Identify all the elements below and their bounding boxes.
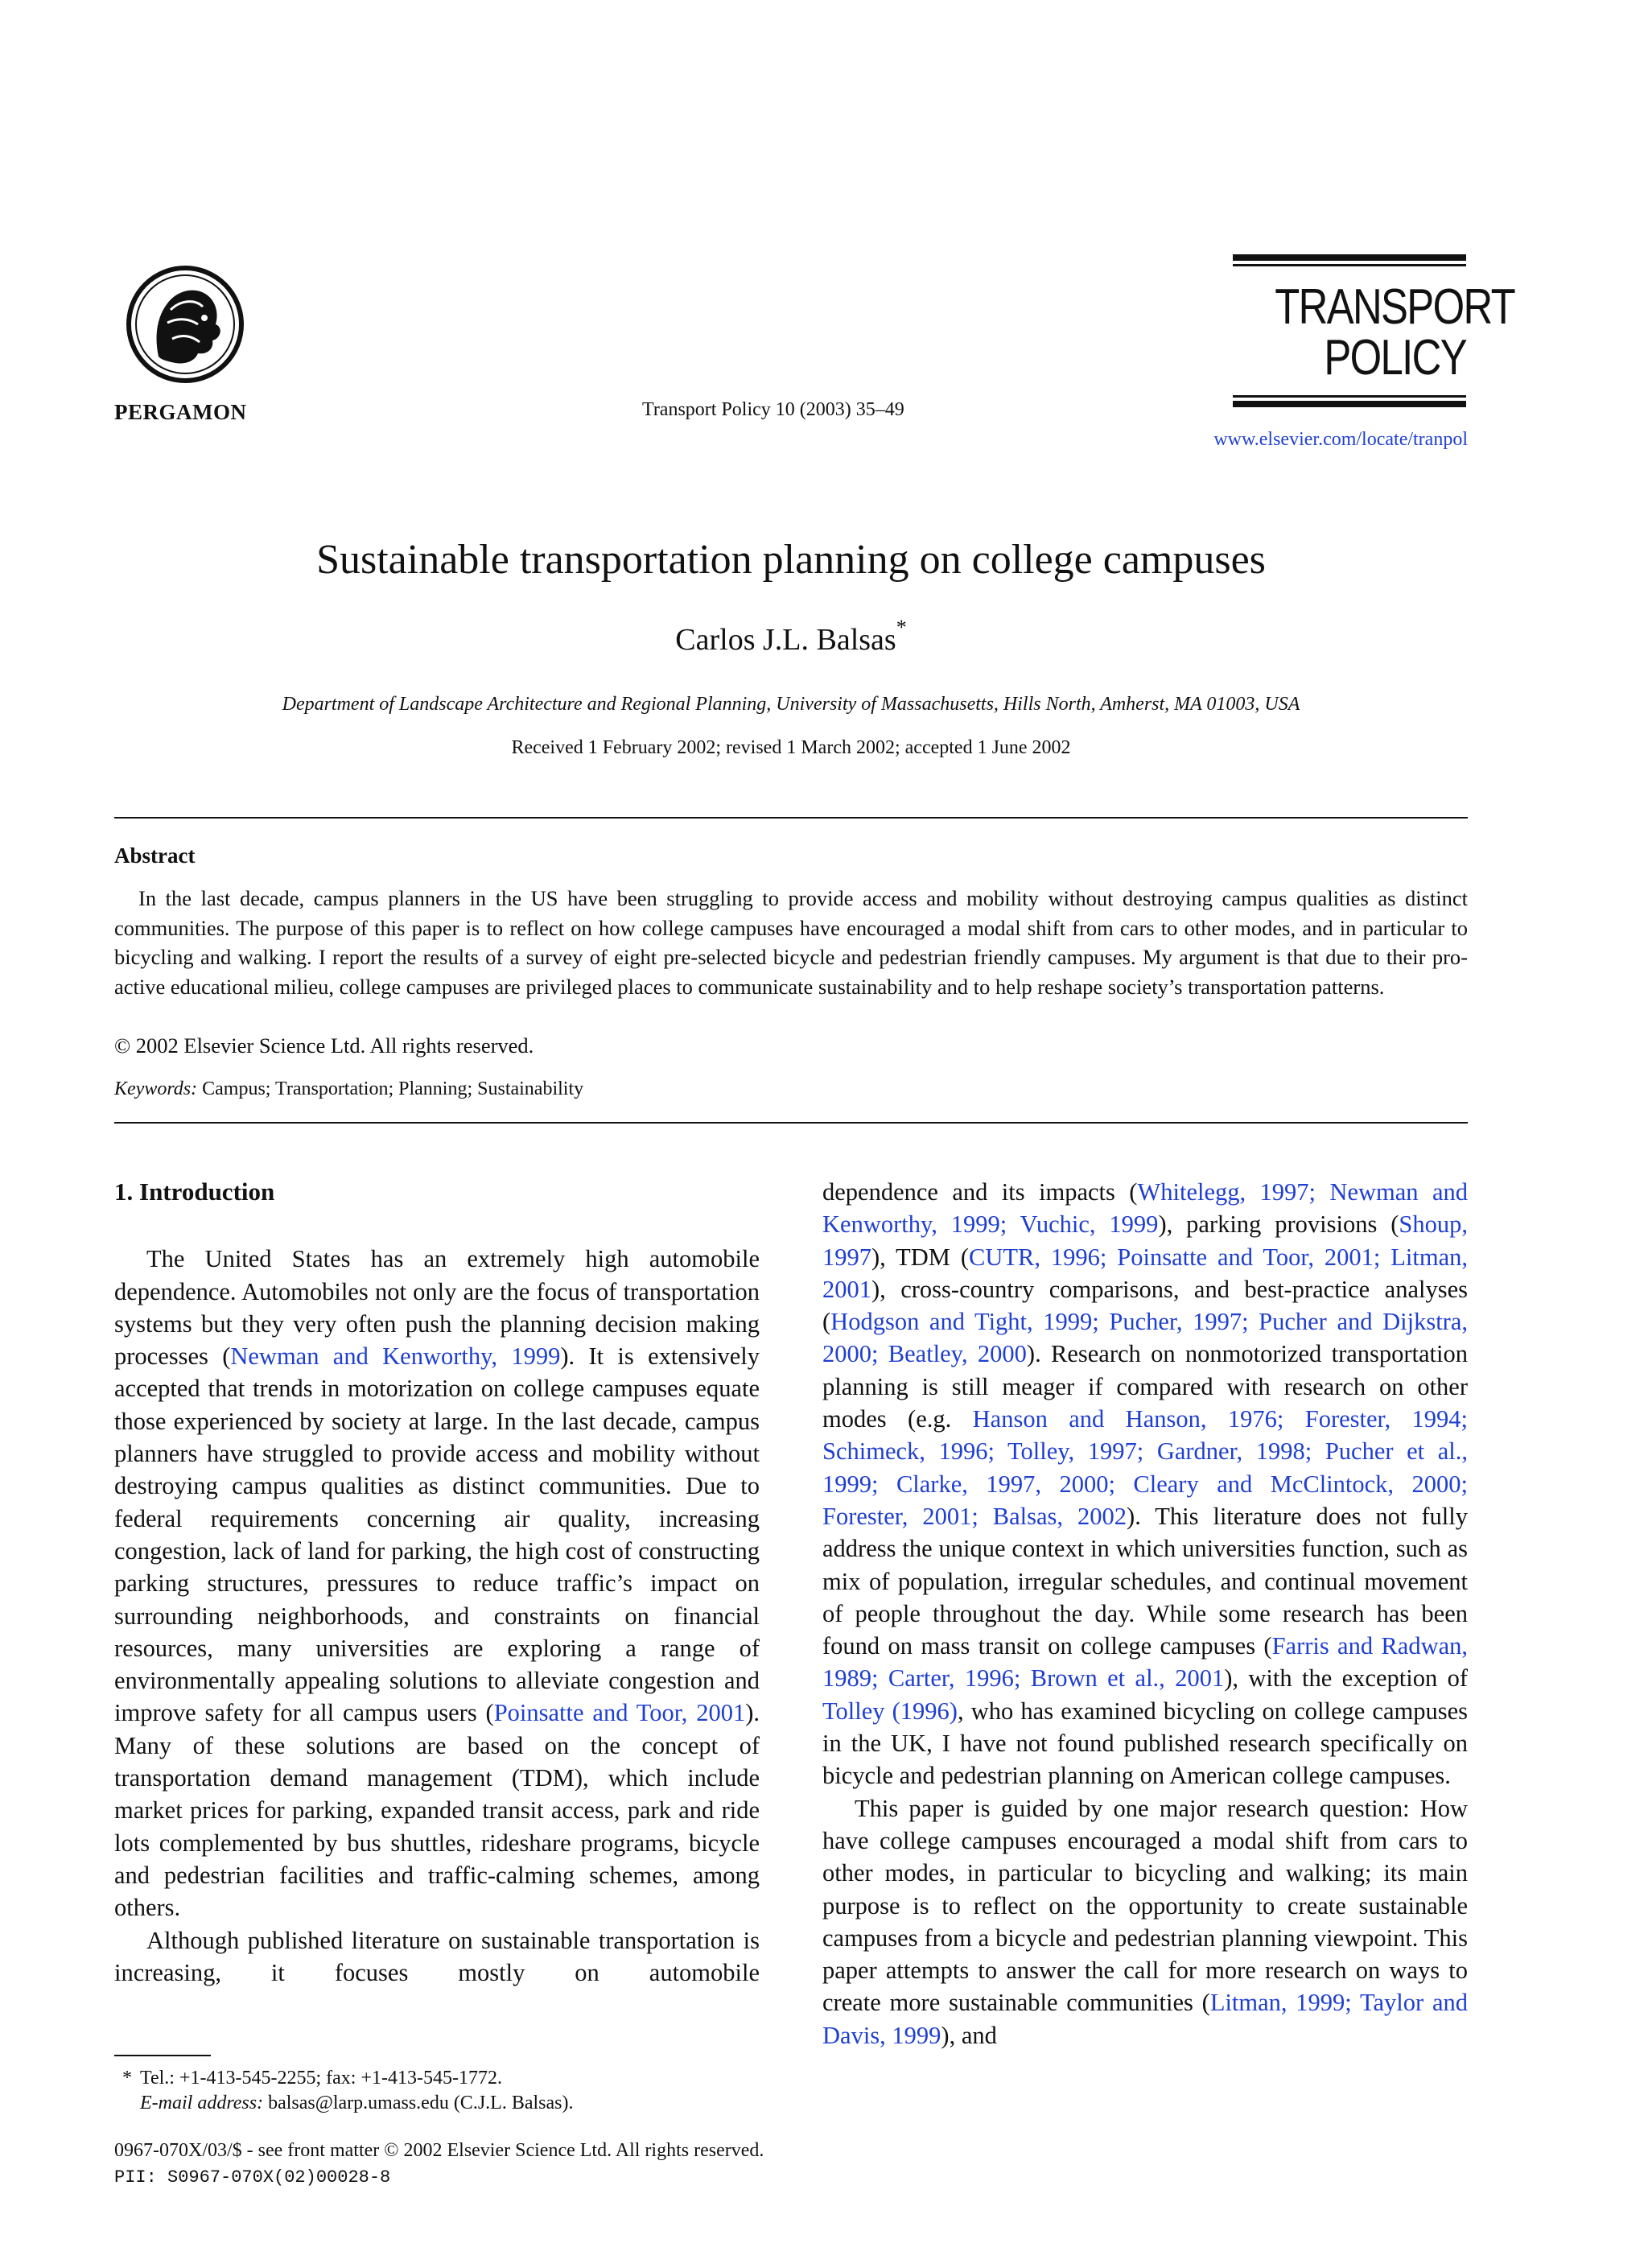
pergamon-tree-seal-icon (114, 262, 259, 390)
masthead-line-1: TRANSPORT (1275, 279, 1515, 335)
journal-reference: Transport Policy 10 (2003) 35–49 (642, 399, 904, 420)
citation-link[interactable]: Tolley (1996) (822, 1697, 958, 1725)
intro-paragraph-2-continued (822, 1176, 1468, 1792)
paragraph-text: , who has examined bicycling on college campuses in the UK, I have not found published research specifically on bicycle and pedestrian planning on American college campuses. (822, 1697, 1468, 1790)
paragraph-text: ), and (941, 2021, 997, 2049)
rule-above-abstract (114, 817, 1468, 819)
paragraph-text: ), cross-country comparisons, and best-practice analyses ( (822, 1275, 1468, 1336)
keywords-label: Keywords: (114, 1078, 198, 1099)
footnote-contact: Tel.: +1-413-545-2255; fax: +1-413-545-1772. (140, 2068, 502, 2089)
journal-masthead (1233, 254, 1515, 407)
article-dates: Received 1 February 2002; revised 1 March 2002; accepted 1 June 2002 (511, 737, 1071, 758)
rule-below-abstract (114, 1122, 1468, 1124)
footnote-rule (114, 2055, 211, 2056)
right-column (822, 1176, 1468, 2052)
author-footnote (122, 2066, 573, 2116)
page-footer (114, 2138, 764, 2191)
masthead-rule-bottom-thin (1233, 395, 1466, 398)
footer-pii: PII: S0967-070X(02)00028-8 (114, 2167, 391, 2188)
footnote-mark: * (122, 2068, 132, 2089)
author-footnote-mark[interactable]: * (896, 616, 907, 639)
abstract-heading: Abstract (114, 843, 196, 868)
author-line (0, 616, 1582, 658)
citation-link[interactable]: CUTR, 1996; Poinsatte and Toor, 2001; Litman, 2001 (822, 1243, 1468, 1303)
citation-link[interactable]: Farris and Radwan, 1989; Carter, 1996; Brown et al., 2001 (822, 1632, 1469, 1693)
footer-issn: 0967-070X/03/$ - see front matter © 2002 Elsevier Science Ltd. All rights reserved. (114, 2140, 764, 2161)
publisher-name: PERGAMON (114, 400, 247, 424)
journal-url-link[interactable]: www.elsevier.com/locate/tranpol (1213, 429, 1468, 450)
intro-paragraph-1 (114, 1243, 760, 1924)
paragraph-text: Although published literature on sustainable transportation is increasing, it focuses mostly on automobile (114, 1926, 760, 1986)
author-name: Carlos J.L. Balsas (675, 623, 896, 657)
masthead-rule-bottom (1233, 401, 1466, 407)
citation-link[interactable]: Whitelegg, 1997; Newman and Kenworthy, 1999; Vuchic, 1999 (822, 1178, 1468, 1239)
section-heading-introduction: 1. Introduction (114, 1177, 275, 1206)
article-title: Sustainable transportation planning on college campuses (316, 537, 1266, 583)
masthead-line-2: POLICY (1324, 330, 1466, 386)
abstract-text: In the last decade, campus planners in the US have been struggling to provide access and mobility without destroying campus qualities as distinct communities. The purpose of this paper is to reflect on how college campuses have encouraged a modal shift from cars to other modes, and in particular to bicycling and walking. I report the results of a survey of eight pre-selected bicycle and pedestrian friendly campuses. My argument is that due to their pro-active educational milieu, college campuses are privileged places to communicate sustainability and to help reshape society’s transportation patterns. (114, 886, 1468, 999)
masthead-rule-top-thin (1233, 264, 1466, 266)
intro-paragraph-3 (822, 1792, 1468, 2052)
paragraph-text: ), TDM ( (871, 1243, 969, 1271)
abstract-body (114, 884, 1468, 1001)
paragraph-text: dependence and its impacts ( (822, 1178, 1138, 1206)
citation-link[interactable]: Newman and Kenworthy, 1999 (230, 1342, 561, 1371)
publisher-logo (114, 262, 259, 390)
paragraph-text: ). It is extensively accepted that trends in motorization on college campuses equate those experienced by society at large. In the last decade, campus planners have struggled to provide access and mobility without destroying campus qualities as distinct communities. Due to federal requirements concerning air quality, increasing congestion, lack of land for parking, the high cost of constructing parking structures, pressures to reduce traffic’s impact on surrounding neighborhoods, and constraints on financial resources, many universities are exploring a range of environmentally appealing solutions to alleviate congestion and improve safety for all campus users ( (114, 1342, 760, 1727)
intro-paragraph-2 (114, 1924, 760, 1990)
footnote-email-label: E-mail address: (140, 2093, 264, 2113)
citation-link[interactable]: Hodgson and Tight, 1999; Pucher, 1997; Pucher and Dijkstra, 2000; Beatley, 2000 (822, 1308, 1468, 1368)
footnote-email[interactable]: balsas@larp.umass.edu (C.J.L. Balsas). (268, 2093, 574, 2113)
citation-link[interactable]: Shoup, 1997 (822, 1210, 1469, 1271)
paragraph-text: ), with the exception of (1224, 1664, 1468, 1693)
author-affiliation: Department of Landscape Architecture and Regional Planning, University of Massachusetts, Hills North, Amherst, MA 01003, USA (282, 694, 1300, 715)
paragraph-text: The United States has an extremely high automobile dependence. Automobiles not only are the focus of transportation systems but they very often push the planning decision making processes ( (114, 1245, 760, 1371)
paragraph-text: ). Research on nonmotorized transportation planning is still meager if compared with research on other modes (e.g. (822, 1340, 1469, 1433)
paragraph-text: ), parking provisions ( (1158, 1210, 1399, 1239)
paragraph-text: ). Many of these solutions are based on the concept of transportation demand management (TDM), which include market prices for parking, expanded transit access, park and ride lots complemented by bus shuttles, rideshare programs, bicycle and pedestrian facilities and traffic-calming schemes, among others. (114, 1699, 760, 1922)
keywords-line (114, 1078, 583, 1100)
paragraph-text: ). This literature does not fully address the unique context in which universities function, such as mix of population, irregular schedules, and continual movement of people throughout the day. While some research has been found on mass transit on college campuses ( (822, 1502, 1468, 1660)
keywords-list: Campus; Transportation; Planning; Sustainability (202, 1078, 584, 1099)
left-column (114, 1176, 760, 1989)
paragraph-text: This paper is guided by one major research question: How have college campuses encouraged a modal shift from cars to other modes, in particular to bicycling and walking; its main purpose is to reflect on the opportunity to create sustainable campuses from a bicycle and pedestrian planning viewpoint. This paper attempts to answer the call for more research on ways to create more sustainable communities ( (822, 1794, 1468, 2017)
masthead-rule-top (1233, 254, 1466, 261)
abstract-copyright: © 2002 Elsevier Science Ltd. All rights reserved. (114, 1033, 534, 1058)
citation-link[interactable]: Hanson and Hanson, 1976; Forester, 1994; Schimeck, 1996; Tolley, 1997; Gardner, 1998; Pucher et al., 1999; Clarke, 1997, 2000; Cleary and McClintock, 2000; Forester, 2001; Balsas, 2002 (822, 1405, 1468, 1530)
citation-link[interactable]: Litman, 1999; Taylor and Davis, 1999 (822, 1989, 1468, 2049)
citation-link[interactable]: Poinsatte and Toor, 2001 (493, 1699, 746, 1727)
